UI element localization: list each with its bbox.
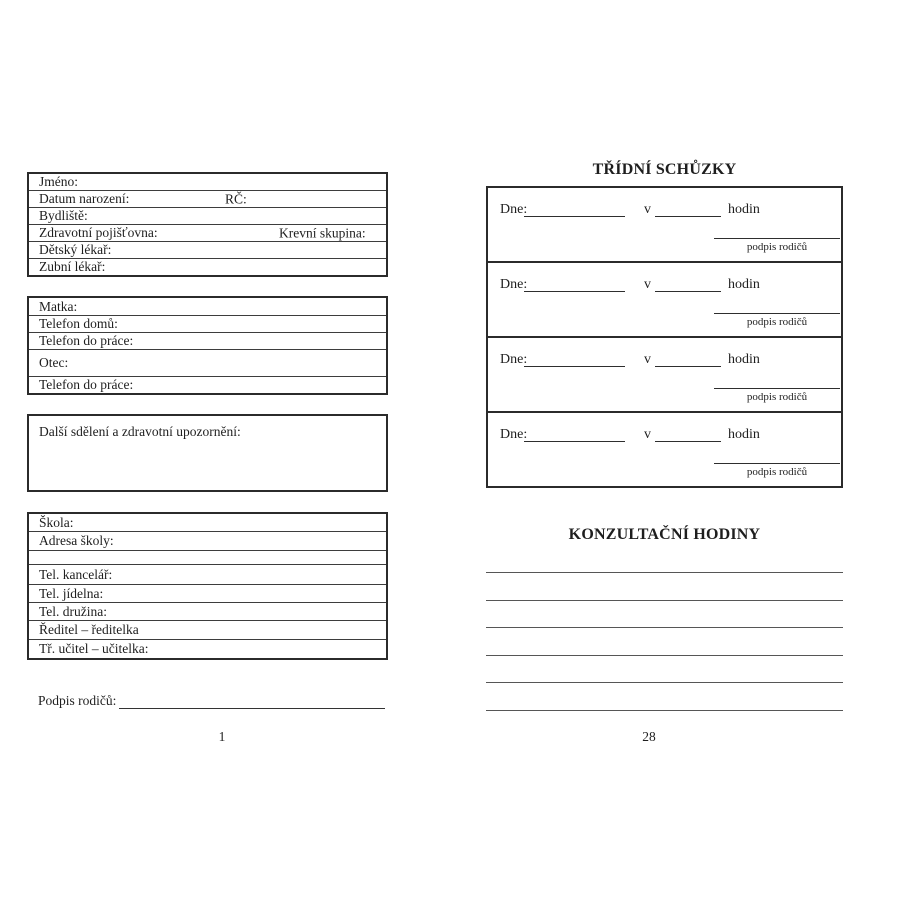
meeting-slot xyxy=(488,188,841,261)
date-blank-line xyxy=(524,366,625,367)
at-label: v xyxy=(644,352,651,367)
consultation-rule-line xyxy=(486,655,843,656)
field-label: Adresa školy: xyxy=(39,533,114,549)
field-label: Datum narození: xyxy=(39,191,130,207)
meeting-slot xyxy=(488,411,841,486)
at-label: v xyxy=(644,427,651,442)
field-label: RČ: xyxy=(225,191,247,207)
field-label: Škola: xyxy=(39,514,74,530)
field-label: Zdravotní pojišťovna: xyxy=(39,225,158,241)
meeting-slot xyxy=(488,261,841,336)
table-row xyxy=(29,602,386,620)
table-row xyxy=(29,298,386,315)
signature-caption: podpis rodičů xyxy=(746,241,808,253)
field-label: Otec: xyxy=(39,355,69,371)
field-label: Tel. jídelna: xyxy=(39,585,104,601)
date-label: Dne: xyxy=(500,352,528,367)
field-label: Telefon domů: xyxy=(39,316,118,332)
field-label: Ředitel – ředitelka xyxy=(39,622,139,638)
consultation-rule-line xyxy=(486,600,843,601)
date-blank-line xyxy=(524,441,625,442)
consultation-rule-line xyxy=(486,682,843,683)
hours-label: hodin xyxy=(728,277,760,292)
time-blank-line xyxy=(655,366,721,367)
notes-box xyxy=(27,414,388,492)
consultation-rule-line xyxy=(486,627,843,628)
field-label: Dětský lékař: xyxy=(39,242,112,258)
time-blank-line xyxy=(655,441,721,442)
table-row xyxy=(29,514,386,531)
signature-line xyxy=(714,238,840,239)
date-label: Dne: xyxy=(500,202,528,217)
at-label: v xyxy=(644,277,651,292)
table-row xyxy=(29,349,386,376)
meetings-table xyxy=(486,186,843,488)
meetings-title: TŘÍDNÍ SCHŮZKY xyxy=(592,161,737,178)
table-row xyxy=(29,332,386,349)
table-row xyxy=(29,224,386,241)
signature-line xyxy=(714,388,840,389)
field-label: Telefon do práce: xyxy=(39,333,134,349)
date-blank-line xyxy=(524,216,625,217)
field-label: Bydliště: xyxy=(39,208,88,224)
table-row xyxy=(29,639,386,658)
table-row xyxy=(29,620,386,639)
consultation-rule-line xyxy=(486,710,843,711)
school-info-table xyxy=(27,512,388,660)
table-row-empty xyxy=(29,550,386,564)
time-blank-line xyxy=(655,216,721,217)
date-label: Dne: xyxy=(500,277,528,292)
time-blank-line xyxy=(655,291,721,292)
date-blank-line xyxy=(524,291,625,292)
field-label: Krevní skupina: xyxy=(279,225,366,241)
table-row xyxy=(29,315,386,332)
table-row xyxy=(29,174,386,190)
field-label: Telefon do práce: xyxy=(39,377,134,393)
table-row xyxy=(29,564,386,584)
field-label: Tř. učitel – učitelka: xyxy=(39,641,149,657)
meeting-slot xyxy=(488,336,841,411)
hours-label: hodin xyxy=(728,202,760,217)
table-row xyxy=(29,531,386,550)
signature-caption: podpis rodičů xyxy=(746,316,808,328)
at-label: v xyxy=(644,202,651,217)
signature-line xyxy=(714,463,840,464)
page-number-right: 28 xyxy=(642,729,656,744)
page-number-left: 1 xyxy=(218,729,226,744)
table-row xyxy=(29,207,386,224)
signature-line xyxy=(714,313,840,314)
table-row xyxy=(29,376,386,393)
parents-info-table xyxy=(27,296,388,395)
table-row xyxy=(29,241,386,258)
parent-signature-line xyxy=(119,708,385,709)
signature-caption: podpis rodičů xyxy=(746,391,808,403)
hours-label: hodin xyxy=(728,427,760,442)
field-label: Matka: xyxy=(39,298,78,314)
parent-signature-label: Podpis rodičů: xyxy=(38,693,117,708)
student-info-table xyxy=(27,172,388,277)
field-label: Jméno: xyxy=(39,174,78,190)
consultation-title: KONZULTAČNÍ HODINY xyxy=(568,526,761,543)
signature-caption: podpis rodičů xyxy=(746,466,808,478)
table-row xyxy=(29,190,386,207)
notes-label: Další sdělení a zdravotní upozornění: xyxy=(39,424,241,439)
table-row xyxy=(29,584,386,602)
field-label: Tel. družina: xyxy=(39,603,108,619)
field-label: Zubní lékař: xyxy=(39,259,106,275)
table-row xyxy=(29,258,386,275)
date-label: Dne: xyxy=(500,427,528,442)
field-label: Tel. kancelář: xyxy=(39,566,113,582)
hours-label: hodin xyxy=(728,352,760,367)
consultation-rule-line xyxy=(486,572,843,573)
